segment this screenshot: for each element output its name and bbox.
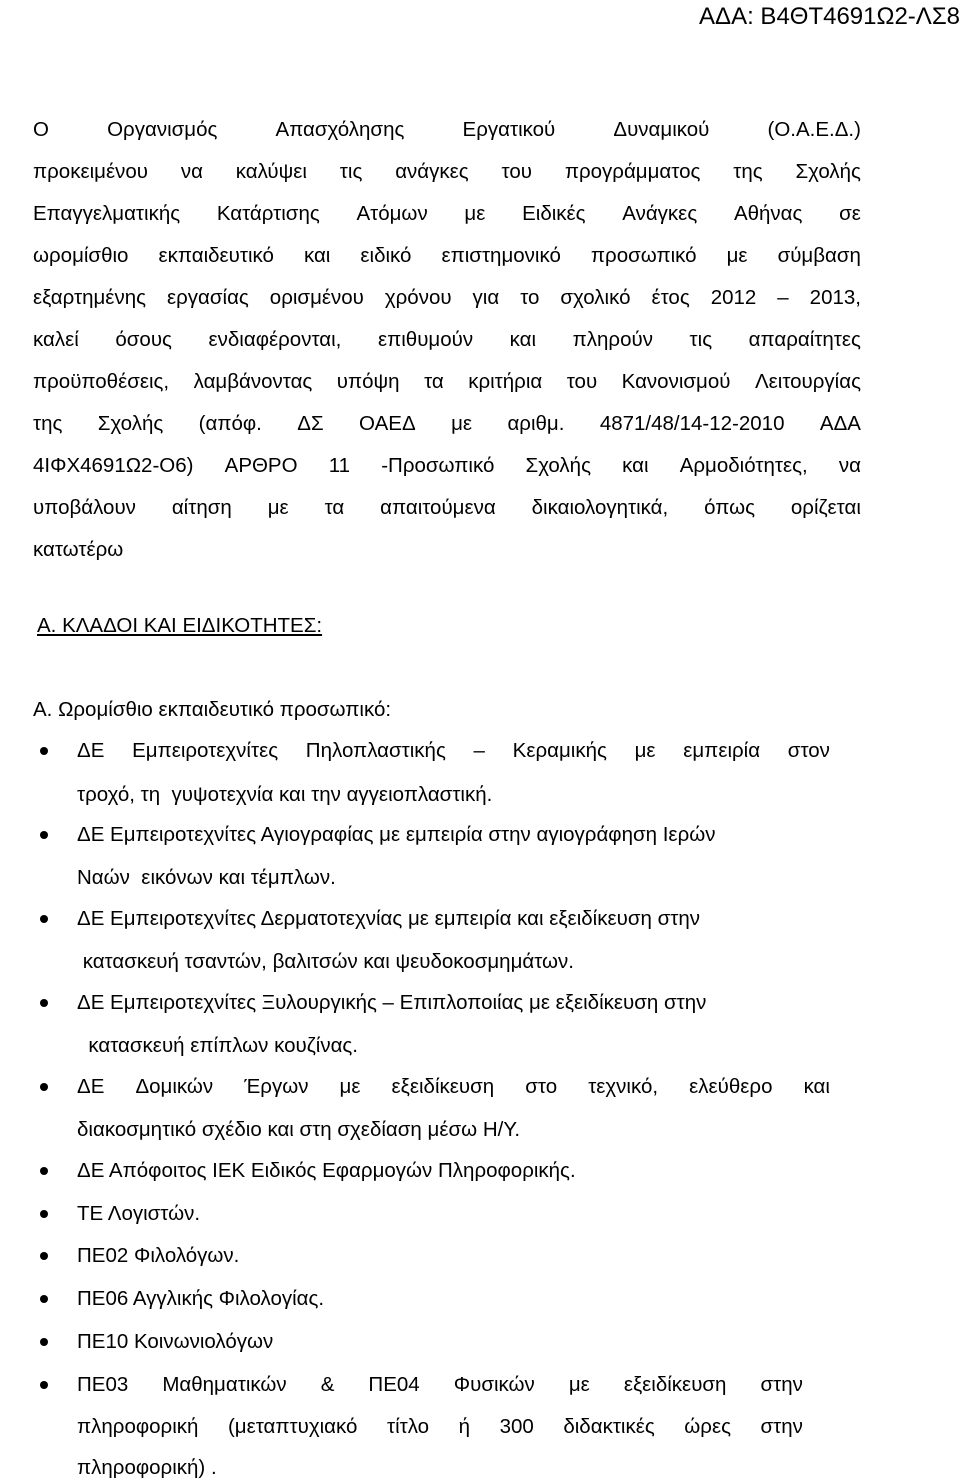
intro-line-11: κατωτέρω	[33, 538, 124, 561]
bullet-icon	[40, 1083, 48, 1091]
intro-line-7: προϋποθέσεις, λαμβάνοντας υπόψη τα κριτήρια του Κανονισμού Λειτουργίας	[33, 370, 861, 393]
intro-line-3: Επαγγελματικής Κατάρτισης Ατόμων με Ειδικές Ανάγκες Αθήνας σε	[33, 202, 861, 225]
bullet-icon	[40, 831, 48, 839]
list-item-line: ΠΕ10 Κοινωνιολόγων	[77, 1330, 274, 1353]
bullet-icon	[40, 999, 48, 1007]
list-item-line: ΔΕ Δομικών Έργων με εξειδίκευση στο τεχνικό, ελεύθερο και	[77, 1075, 830, 1098]
section-heading: Α. ΚΛΑΔΟΙ ΚΑΙ ΕΙΔΙΚΟΤΗΤΕΣ:	[37, 614, 323, 637]
bullet-icon	[40, 1338, 48, 1346]
bullet-icon	[40, 1167, 48, 1175]
bullet-icon	[40, 747, 48, 755]
intro-line-6: καλεί όσους ενδιαφέρονται, επιθυμούν και πληρούν τις απαραίτητες	[33, 328, 861, 351]
list-item-line: ΠΕ02 Φιλολόγων.	[77, 1244, 240, 1267]
intro-line-10: υποβάλουν αίτηση με τα απαιτούμενα δικαιολογητικά, όπως ορίζεται	[33, 496, 861, 519]
bullet-icon	[40, 1210, 48, 1218]
ada-header: ΑΔΑ: Β4ΘΤ4691Ω2-ΛΣ8	[699, 3, 960, 30]
intro-line-2: προκειμένου να καλύψει τις ανάγκες του προγράμματος της Σχολής	[33, 160, 861, 183]
list-item-continuation: Ναών εικόνων και τέμπλων.	[77, 866, 336, 889]
list-item-continuation: τροχό, τη γυψοτεχνία και την αγγειοπλαστική.	[77, 783, 493, 806]
list-item-line: ΤΕ Λογιστών.	[77, 1202, 201, 1225]
list-item-continuation: πληροφορική) .	[77, 1456, 217, 1479]
list-item-line: ΠΕ03 Μαθηματικών & ΠΕ04 Φυσικών με εξειδίκευση στην	[77, 1373, 803, 1396]
list-item-continuation: κατασκευή τσαντών, βαλιτσών και ψευδοκοσμημάτων.	[77, 950, 574, 973]
intro-line-4: ωρομίσθιο εκπαιδευτικό και ειδικό επιστημονικό προσωπικό με σύμβαση	[33, 244, 861, 267]
list-item-continuation: πληροφορική (μεταπτυχιακό τίτλο ή 300 διδακτικές ώρες στην	[77, 1415, 803, 1438]
list-item-line: ΔΕ Απόφοιτος ΙΕΚ Ειδικός Εφαρμογών Πληροφορικής.	[77, 1159, 576, 1182]
list-item-line: ΔΕ Εμπειροτεχνίτες Ξυλουργικής – Επιπλοποιίας με εξειδίκευση στην	[77, 991, 707, 1014]
bullet-icon	[40, 1381, 48, 1389]
subheading: Α. Ωρομίσθιο εκπαιδευτικό προσωπικό:	[33, 698, 392, 721]
list-item-continuation: διακοσμητικό σχέδιο και στη σχεδίαση μέσω Η/Υ.	[77, 1118, 521, 1141]
list-item-line: ΔΕ Εμπειροτεχνίτες Αγιογραφίας με εμπειρία στην αγιογράφηση Ιερών	[77, 823, 716, 846]
bullet-icon	[40, 915, 48, 923]
list-item-line: ΔΕ Εμπειροτεχνίτες Δερματοτεχνίας με εμπειρία και εξειδίκευση στην	[77, 907, 700, 930]
bullet-icon	[40, 1295, 48, 1303]
list-item-continuation: κατασκευή επίπλων κουζίνας.	[77, 1034, 359, 1057]
list-item-line: ΔΕ Εμπειροτεχνίτες Πηλοπλαστικής – Κεραμικής με εμπειρία στον	[77, 739, 830, 762]
intro-line-9: 4ΙΦΧ4691Ω2-Ο6) ΑΡΘΡΟ 11 -Προσωπικό Σχολής και Αρμοδιότητες, να	[33, 454, 861, 477]
intro-line-8: της Σχολής (απόφ. ΔΣ ΟΑΕΔ με αριθμ. 4871/48/14-12-2010 ΑΔΑ	[33, 412, 861, 435]
intro-line-1: Ο Οργανισμός Απασχόλησης Εργατικού Δυναμικού (Ο.Α.Ε.Δ.)	[33, 118, 861, 141]
list-item-line: ΠΕ06 Αγγλικής Φιλολογίας.	[77, 1287, 325, 1310]
bullet-icon	[40, 1252, 48, 1260]
intro-line-5: εξαρτημένης εργασίας ορισμένου χρόνου για το σχολικό έτος 2012 – 2013,	[33, 286, 861, 309]
